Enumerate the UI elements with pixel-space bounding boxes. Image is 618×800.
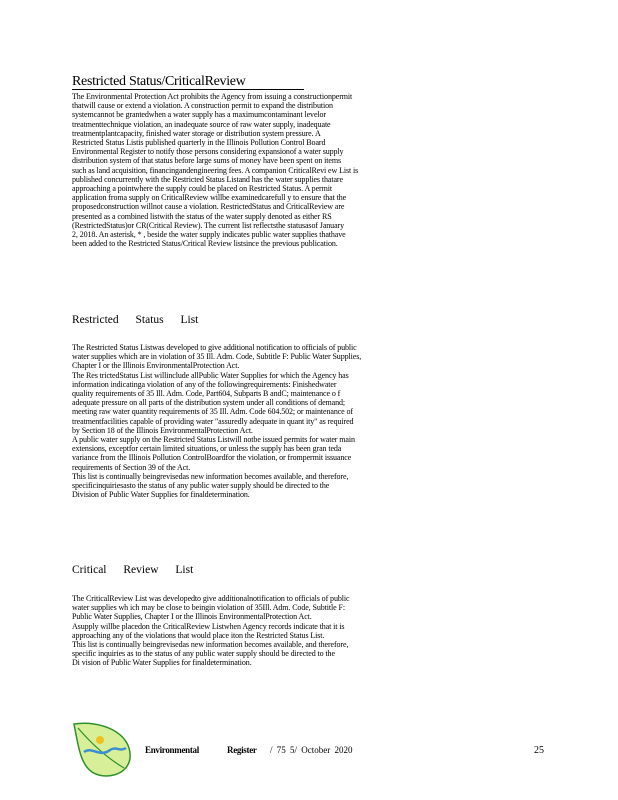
footer-issue: / 75 5/ October 2020 xyxy=(270,745,353,755)
text-line: water supplies which are in violation of 35 Ill. Adm. Code, Subtitle F: Public Water Supplies, xyxy=(72,352,362,362)
critical-review-heading: Critical Review List xyxy=(72,564,194,576)
text-line: Environmental Register to notify those persons considering expansionof a water supply xyxy=(72,147,344,157)
text-line: This list is continually beingrevisedas new information becomes available, and therefore, xyxy=(72,471,349,481)
text-line: adequate pressure on all parts of the distribution system under all conditions of demand; xyxy=(72,398,346,408)
text-line: specific inquiries as to the status of any public water supply should be directed to the xyxy=(72,649,335,659)
text-line: The CriticalReview List was developedto give additionalnotification to officials of public xyxy=(72,594,350,603)
text-line: information indicatinga violation of any of the followingrequirements: Finishedwater xyxy=(72,379,337,389)
text-line: The Restricted Status Listwas developed to give additional notification to officials of public xyxy=(72,343,357,352)
text-line: by Section 18 of the Illinois EnvironmentalProtection Act. xyxy=(72,425,253,435)
text-line: Di vision of Public Water Supplies for finaldetermination. xyxy=(72,658,252,668)
restricted-status-paragraph xyxy=(72,343,502,499)
text-line: A public water supply on the Restricted Status Listwill notbe issued permits for water main xyxy=(72,435,355,445)
text-line: (RestrictedStatus)or CR(Critical Review). The current list reflectsthe statusasof January xyxy=(72,220,344,230)
text-line: treatmentfacilities capable of providing water "assuredly adequate in quant ity" as required xyxy=(72,416,354,426)
text-line: specificinquiriesasto the status of any public water supply should be directed to the xyxy=(72,481,330,491)
critical-review-paragraph xyxy=(72,594,502,668)
page-title: Restricted Status/CriticalReview xyxy=(72,74,246,89)
text-line: Restricted Status Listis published quarterly in the Illinois Pollution Control Board xyxy=(72,138,326,148)
text-line: extensions, exceptfor certain limited situations, or unless the supply has been gran teda xyxy=(72,444,342,454)
text-line: The Res trictedStatus List willinclude allPublic Water Supplies for which the Agency has xyxy=(72,370,349,380)
text-line: approaching a pointwhere the supply could be placed on Restricted Status. A permit xyxy=(72,184,332,194)
text-line: The Environmental Protection Act prohibits the Agency from issuing a constructionpermit xyxy=(72,92,353,101)
page-number: 25 xyxy=(534,745,544,756)
text-line: treatmentplantcapacity, finished water storage or distribution system pressure. A xyxy=(72,128,321,138)
text-line: application froma supply on CriticalReview willbe examinedcarefull y to ensure that the xyxy=(72,193,347,203)
text-line: requirements of Section 39 of the Act. xyxy=(72,462,191,472)
text-line: treatmenttechnique violation, an inadequate source of raw water supply, inadequate xyxy=(72,119,331,129)
text-line: systemcannot be grantedwhen a water supply has a maximumcontaminant levelor xyxy=(72,110,326,120)
text-line: approaching any of the violations that would place iton the Restricted Status List. xyxy=(72,630,325,640)
text-line: such as land acquisition, financingandengineering fees. A companion CriticalRevi ew List is xyxy=(72,165,359,175)
title-underline xyxy=(72,89,304,90)
text-line: distribution system of that status before large sums of money have been spent on items xyxy=(72,156,341,166)
footer-register-label: Register xyxy=(227,745,257,755)
text-line: published concurrently with the Restricted Status Listand has the water supplies thatare xyxy=(72,174,343,184)
text-line: variance from the Illinois Pollution ControlBoardfor the violation, or frompermit issuance xyxy=(72,453,352,463)
text-line: meeting raw water quantity requirements of 35 Ill. Adm. Code 604.502; or maintenance of xyxy=(72,407,353,417)
text-line: 2, 2018. An asterisk, * , beside the water supply indicates public water supplies thathave xyxy=(72,230,346,240)
text-line: quality requirements of 35 Ill. Adm. Code, Part604, Subparts B andC; maintenance o f xyxy=(72,389,341,399)
intro-paragraph xyxy=(72,92,502,248)
restricted-status-heading: Restricted Status List xyxy=(72,314,199,326)
text-line: Public Water Supplies, Chapter I or the Illinois EnvironmentalProtection Act. xyxy=(72,612,312,622)
footer-publication-name: Environmental xyxy=(145,745,199,755)
text-line: Division of Public Water Supplies for finaldetermination. xyxy=(72,490,250,500)
text-line: presented as a combined listwith the status of the water supply denoted as either RS xyxy=(72,211,332,221)
text-line: This list is continually beingrevisedas new information becomes available, and therefore, xyxy=(72,640,349,650)
text-line: Asupply willbe placedon the CriticalReview Listwhen Agency records indicate that it is xyxy=(72,621,345,631)
text-line: thatwill cause or extend a violation. A construction permit to expand the distribution xyxy=(72,101,333,111)
environmental-register-logo xyxy=(70,718,136,780)
text-line: proposedconstruction willnot cause a violation. RestrictedStatus and CriticalReview are xyxy=(72,202,345,212)
text-line: Chapter I or the Illinois EnvironmentalProtection Act. xyxy=(72,361,240,371)
text-line: been added to the Restricted Status/Critical Review listsince the previous publication. xyxy=(72,239,338,249)
text-line: water supplies wh ich may be close to beingin violation of 35Ill. Adm. Code, Subtitle F: xyxy=(72,603,345,613)
